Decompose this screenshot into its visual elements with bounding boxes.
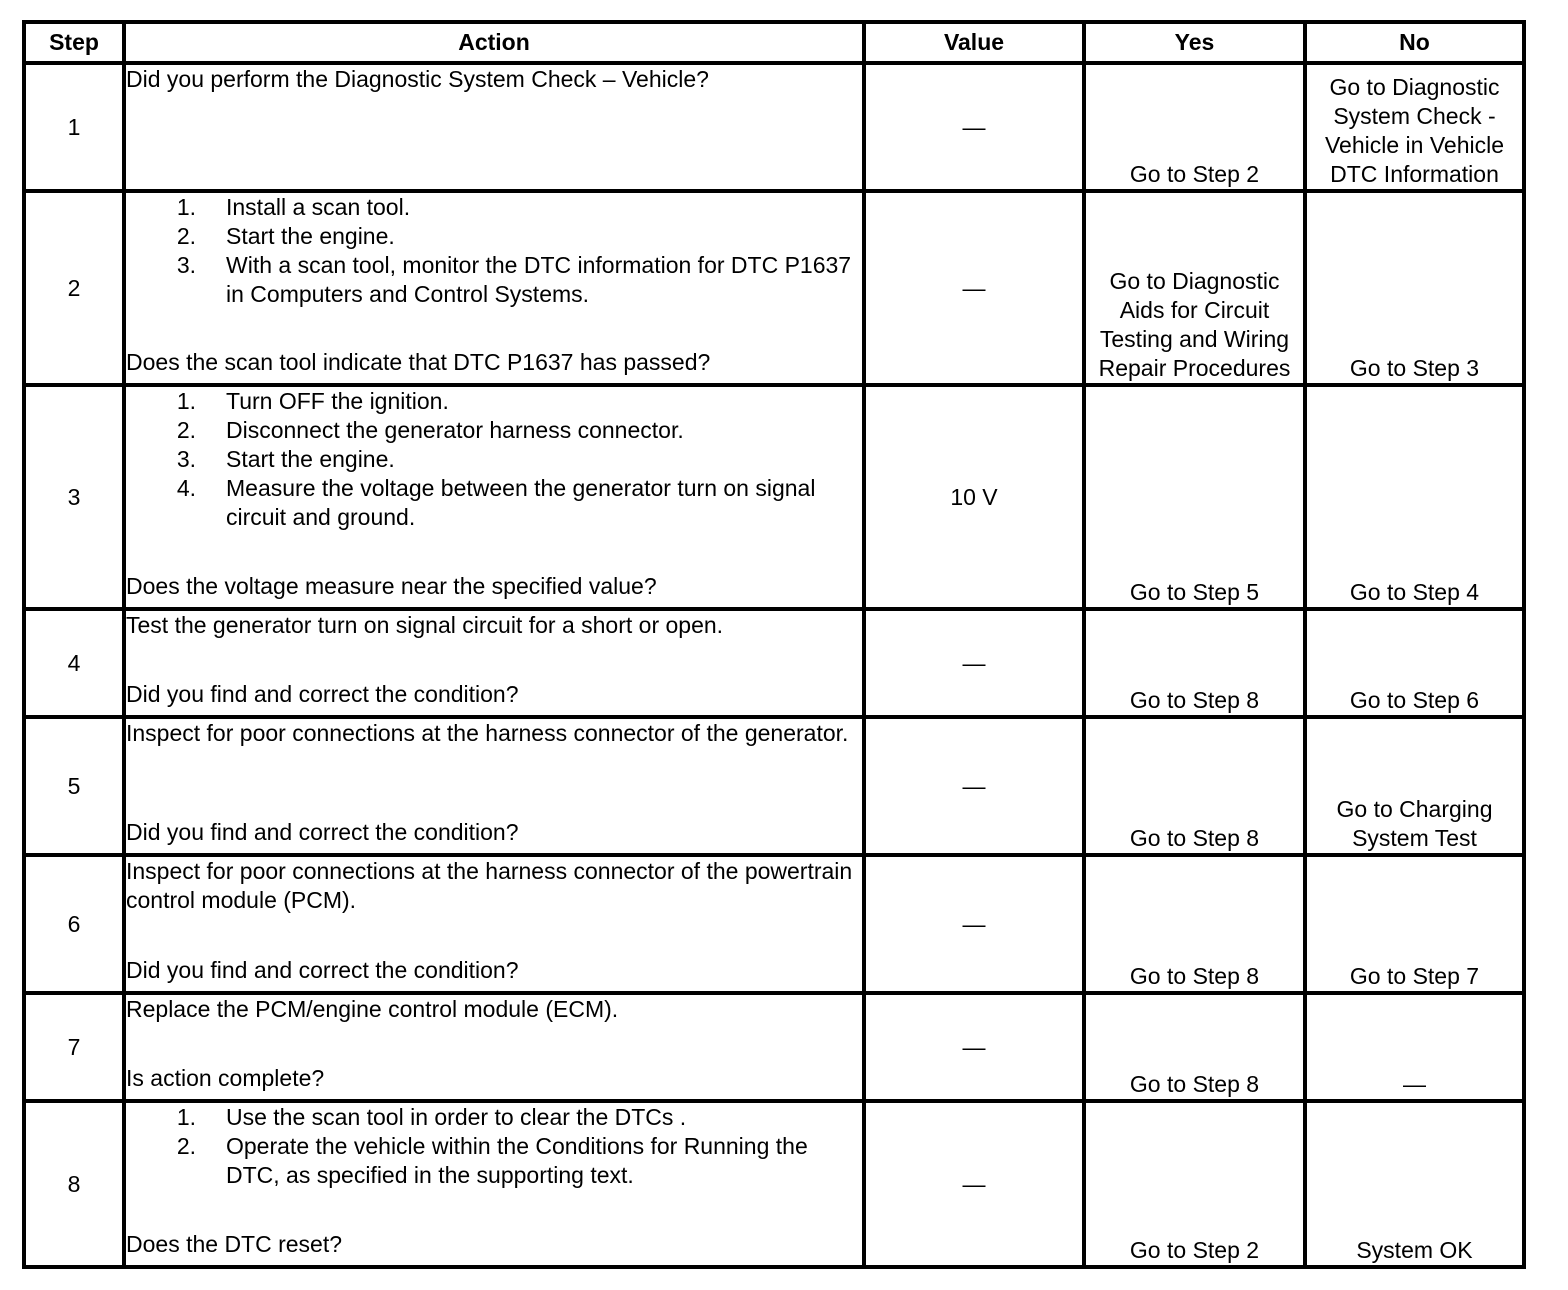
no-cell: Go to Charging System Test	[1305, 717, 1524, 855]
action-content	[126, 857, 862, 985]
action-cell	[124, 717, 864, 855]
action-step-item	[126, 445, 862, 474]
value-cell: —	[864, 993, 1084, 1101]
value-cell: —	[864, 191, 1084, 385]
no-cell: System OK	[1305, 1101, 1524, 1267]
yes-cell: Go to Step 8	[1084, 717, 1305, 855]
action-step-text: Install a scan tool.	[226, 194, 411, 220]
table-row	[24, 717, 1524, 855]
header-action: Action	[124, 22, 864, 63]
value-cell: 10 V	[864, 385, 1084, 609]
action-text: Inspect for poor connections at the harness connector of the powertrain control module (PCM).	[126, 858, 853, 913]
yes-cell: Go to Diagnostic Aids for Circuit Testing and Wiring Repair Procedures	[1084, 191, 1305, 385]
table-row	[24, 385, 1524, 609]
action-step-text: Turn OFF the ignition.	[226, 388, 449, 414]
yes-cell: Go to Step 8	[1084, 609, 1305, 717]
value-cell: —	[864, 63, 1084, 191]
action-content	[126, 719, 862, 847]
action-cell	[124, 191, 864, 385]
action-content	[126, 611, 862, 709]
action-step-text: Disconnect the generator harness connector.	[226, 417, 684, 443]
action-question: Does the voltage measure near the specified value?	[126, 573, 657, 599]
table-row	[24, 63, 1524, 191]
action-step-item	[126, 1132, 862, 1190]
table-row	[24, 855, 1524, 993]
action-content	[126, 387, 862, 601]
step-number: 1	[24, 63, 124, 191]
step-number: 5	[24, 717, 124, 855]
action-step-number: 2.	[176, 417, 196, 443]
action-content	[126, 193, 862, 377]
action-question: Does the DTC reset?	[126, 1231, 343, 1257]
header-step: Step	[24, 22, 124, 63]
action-question: Did you find and correct the condition?	[126, 681, 519, 707]
action-cell	[124, 855, 864, 993]
action-step-item	[126, 251, 862, 309]
action-content	[126, 995, 862, 1093]
no-cell: —	[1305, 993, 1524, 1101]
yes-cell: Go to Step 8	[1084, 993, 1305, 1101]
action-step-text: With a scan tool, monitor the DTC information for DTC P1637 in Computers and Control Systems.	[226, 252, 852, 307]
action-steps-list	[126, 1103, 862, 1190]
action-step-item	[126, 193, 862, 222]
action-step-number: 1.	[176, 1104, 196, 1130]
value-cell: —	[864, 855, 1084, 993]
table-row	[24, 993, 1524, 1101]
yes-cell: Go to Step 2	[1084, 63, 1305, 191]
action-step-text: Operate the vehicle within the Conditions for Running the DTC, as specified in the supporting text.	[226, 1133, 808, 1188]
action-step-item	[126, 416, 862, 445]
action-text: Test the generator turn on signal circuit for a short or open.	[126, 612, 724, 638]
action-cell	[124, 63, 864, 191]
action-text: Inspect for poor connections at the harness connector of the generator.	[126, 720, 849, 746]
yes-cell: Go to Step 2	[1084, 1101, 1305, 1267]
step-number: 8	[24, 1101, 124, 1267]
header-no: No	[1305, 22, 1524, 63]
table-row	[24, 191, 1524, 385]
action-step-number: 2.	[176, 223, 196, 249]
action-content	[126, 65, 862, 183]
table-row	[24, 609, 1524, 717]
action-step-number: 1.	[176, 194, 196, 220]
no-cell: Go to Step 7	[1305, 855, 1524, 993]
action-cell	[124, 385, 864, 609]
action-step-number: 3.	[176, 252, 196, 278]
no-cell: Go to Step 4	[1305, 385, 1524, 609]
action-text: Did you perform the Diagnostic System Check – Vehicle?	[126, 66, 709, 92]
action-cell	[124, 993, 864, 1101]
action-cell	[124, 1101, 864, 1267]
action-steps-list	[126, 387, 862, 532]
action-step-text: Measure the voltage between the generator turn on signal circuit and ground.	[226, 475, 816, 530]
step-number: 3	[24, 385, 124, 609]
diagnostic-table	[22, 20, 1526, 1269]
value-cell: —	[864, 1101, 1084, 1267]
action-content	[126, 1103, 862, 1259]
action-text: Replace the PCM/engine control module (ECM).	[126, 996, 619, 1022]
action-step-item	[126, 474, 862, 532]
header-yes: Yes	[1084, 22, 1305, 63]
value-cell: —	[864, 717, 1084, 855]
step-number: 6	[24, 855, 124, 993]
step-number: 4	[24, 609, 124, 717]
action-steps-list	[126, 193, 862, 309]
step-number: 2	[24, 191, 124, 385]
action-step-number: 4.	[176, 475, 196, 501]
action-step-text: Start the engine.	[226, 223, 395, 249]
action-question: Is action complete?	[126, 1065, 325, 1091]
table-row	[24, 1101, 1524, 1267]
yes-cell: Go to Step 5	[1084, 385, 1305, 609]
action-step-number: 1.	[176, 388, 196, 414]
action-question: Did you find and correct the condition?	[126, 957, 519, 983]
action-step-text: Start the engine.	[226, 446, 395, 472]
action-step-item	[126, 387, 862, 416]
action-step-item	[126, 1103, 862, 1132]
action-question: Does the scan tool indicate that DTC P1637 has passed?	[126, 349, 711, 375]
header-row	[24, 22, 1524, 63]
step-number: 7	[24, 993, 124, 1101]
action-question: Did you find and correct the condition?	[126, 819, 519, 845]
yes-cell: Go to Step 8	[1084, 855, 1305, 993]
no-cell: Go to Step 6	[1305, 609, 1524, 717]
no-cell: Go to Diagnostic System Check - Vehicle in Vehicle DTC Information	[1305, 63, 1524, 191]
action-step-number: 2.	[176, 1133, 196, 1159]
header-value: Value	[864, 22, 1084, 63]
action-cell	[124, 609, 864, 717]
action-step-item	[126, 222, 862, 251]
action-step-number: 3.	[176, 446, 196, 472]
no-cell: Go to Step 3	[1305, 191, 1524, 385]
action-step-text: Use the scan tool in order to clear the DTCs .	[226, 1104, 687, 1130]
value-cell: —	[864, 609, 1084, 717]
